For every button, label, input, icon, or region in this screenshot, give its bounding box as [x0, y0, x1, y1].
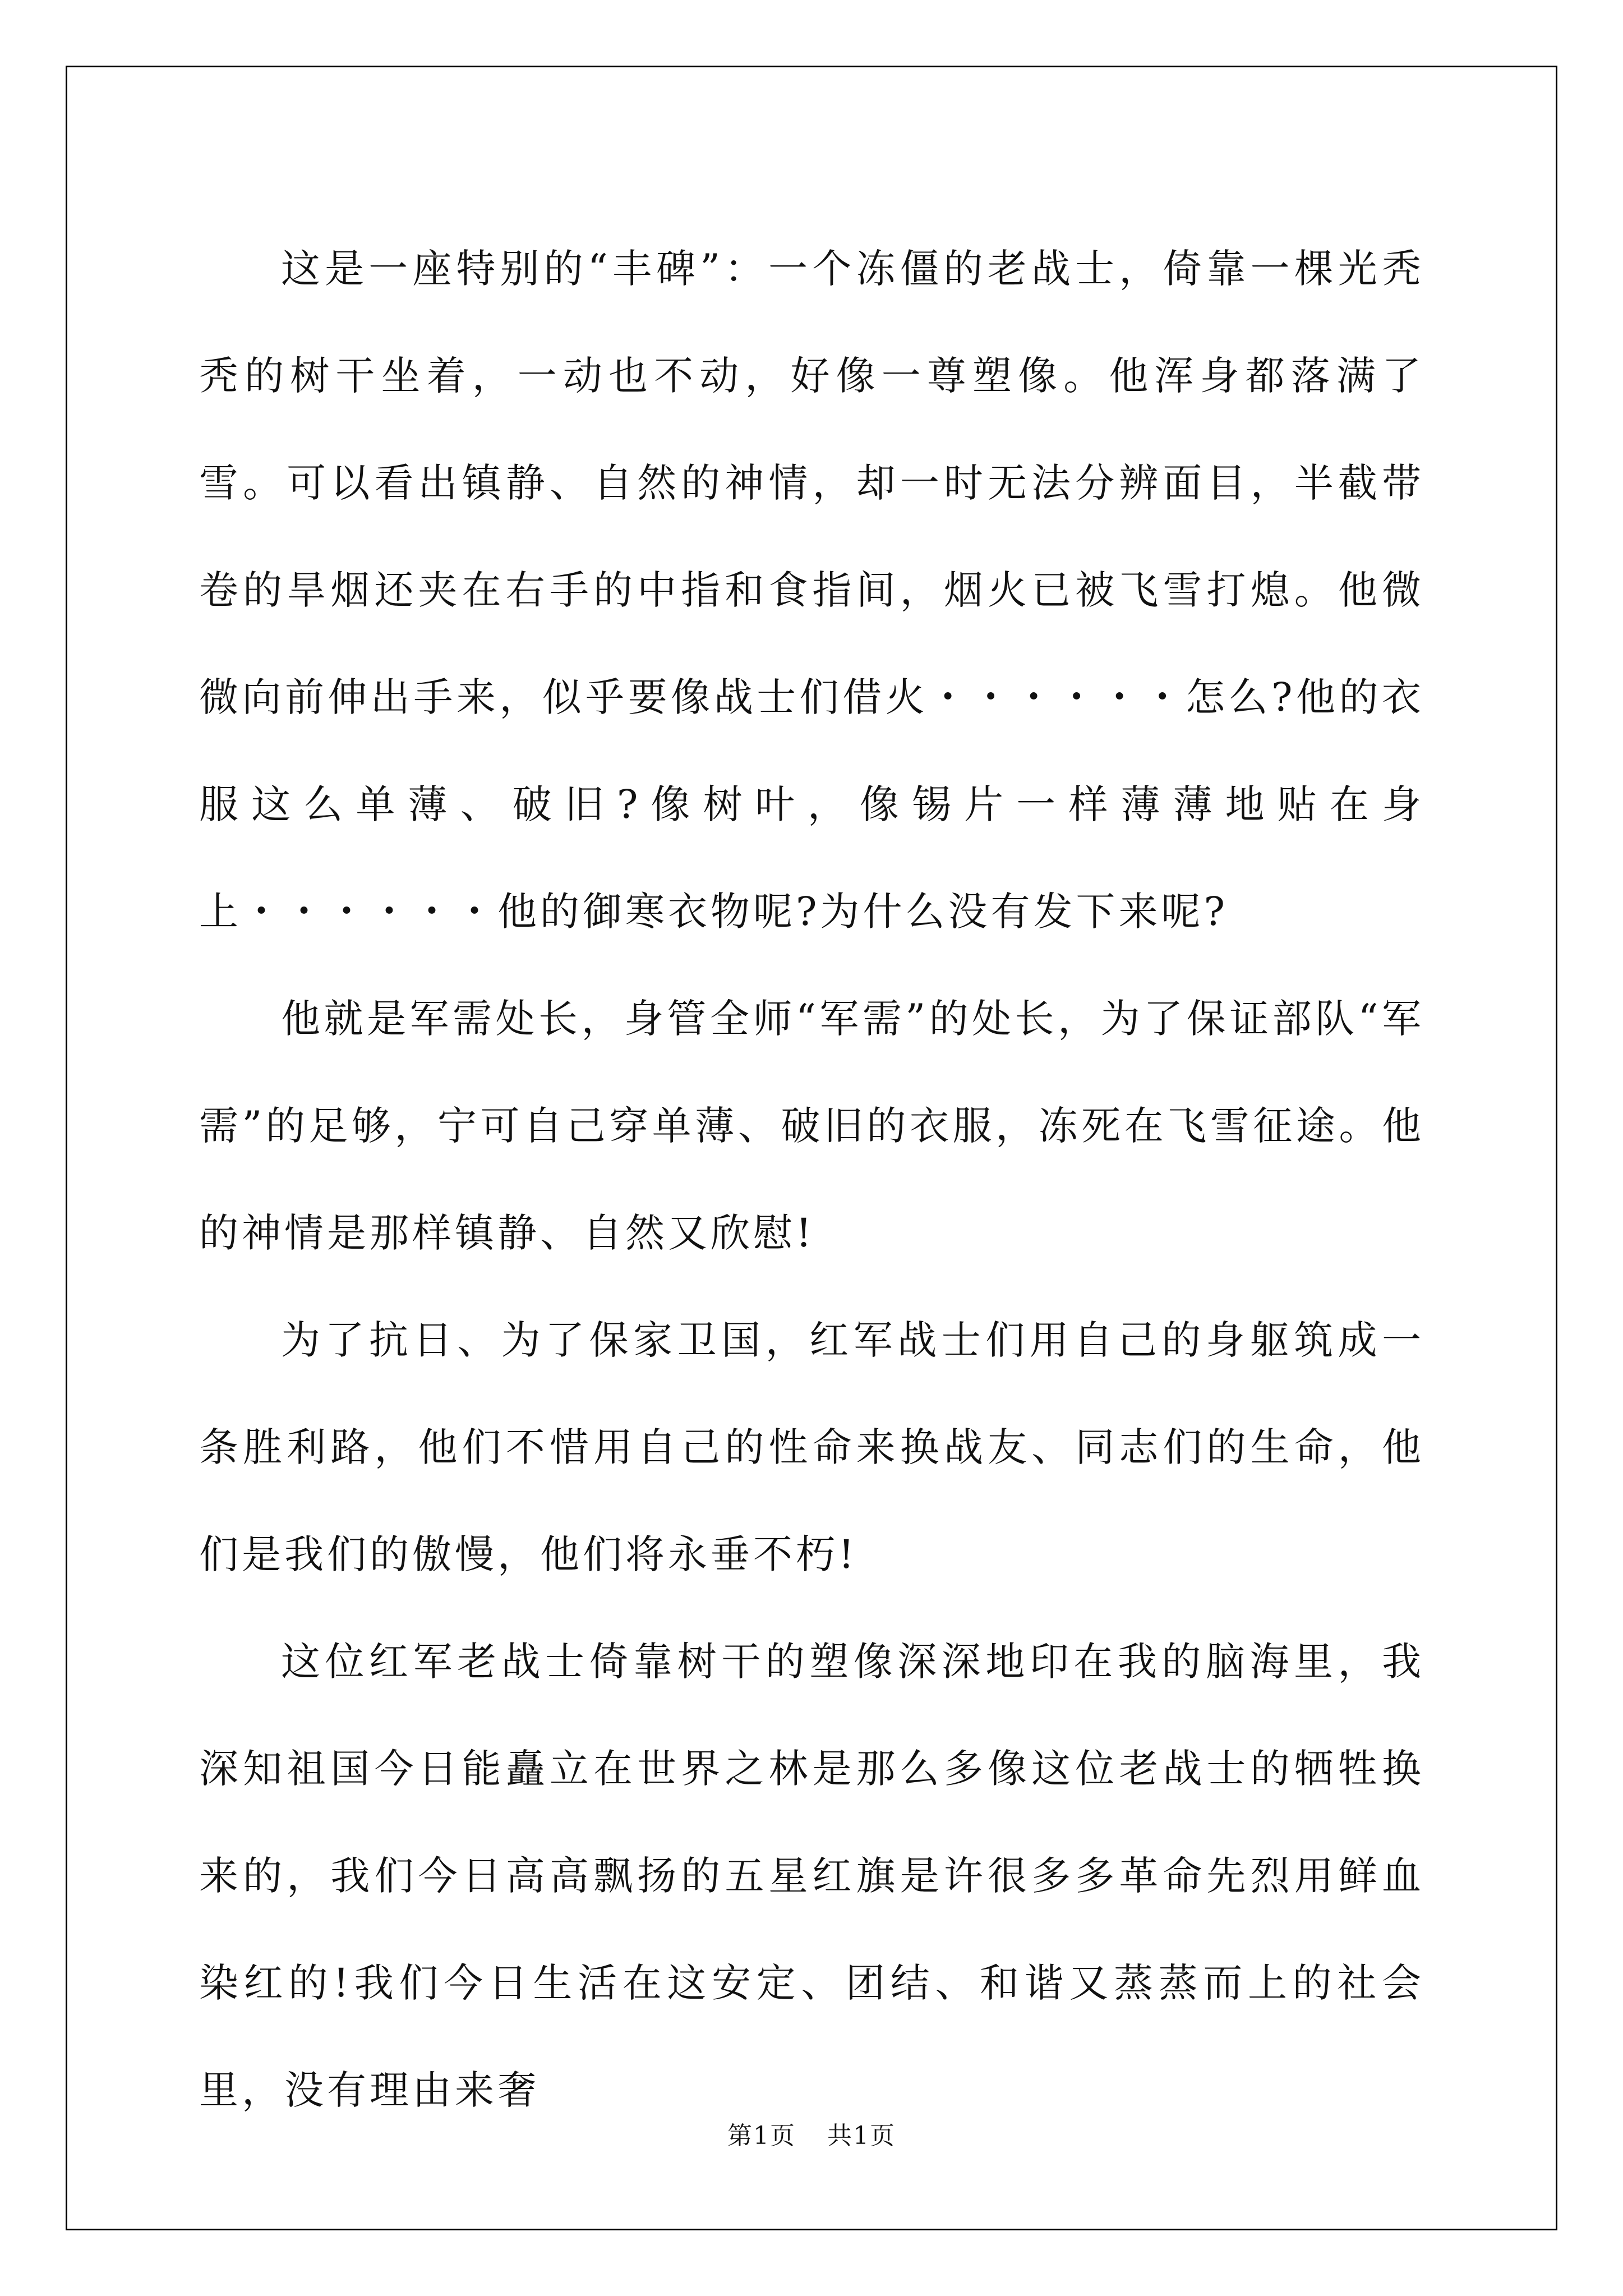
paragraph-3: 为了抗日、为了保家卫国，红军战士们用自己的身躯筑成一条胜利路，他们不惜用自己的性命来换战友、同志们的生命，他们是我们的傲慢，他们将永垂不朽! [199, 1317, 1424, 1577]
paragraph-1: 这是一座特别的“丰碑”：一个冻僵的老战士，倚靠一棵光秃秃的树干坐着，一动也不动，好像一尊塑像。他浑身都落满了雪。可以看出镇静、自然的神情，却一时无法分辨面目，半截带卷的旱烟还夹在右手的中指和食指间，烟火已被飞雪打熄。他微微向前伸出手来，似乎要像战士们借火・・・・・・怎么?他的衣服这么单薄、破旧?像树叶，像锡片一样薄薄地贴在身上・・・・・・他的御寒衣物呢?为什么没有发下来呢? [199, 246, 1424, 935]
page-number: 第1页 [727, 2122, 796, 2150]
document-body [199, 215, 1424, 2144]
page-footer [0, 2119, 1623, 2153]
paragraph-4: 这位红军老战士倚靠树干的塑像深深地印在我的脑海里，我深知祖国今日能矗立在世界之林是那么多像这位老战士的牺牲换来的，我们今日高高飘扬的五星红旗是许很多多革命先烈用鲜血染红的!我们今日生活在这安定、团结、和谐又蒸蒸而上的社会里，没有理由来奢 [199, 1639, 1424, 2113]
total-pages: 共1页 [827, 2122, 896, 2150]
paragraph-2: 他就是军需处长，身管全师“军需”的处长，为了保证部队“军需”的足够，宁可自己穿单薄、破旧的衣服，冻死在飞雪征途。他的神情是那样镇静、自然又欣慰! [199, 996, 1424, 1256]
